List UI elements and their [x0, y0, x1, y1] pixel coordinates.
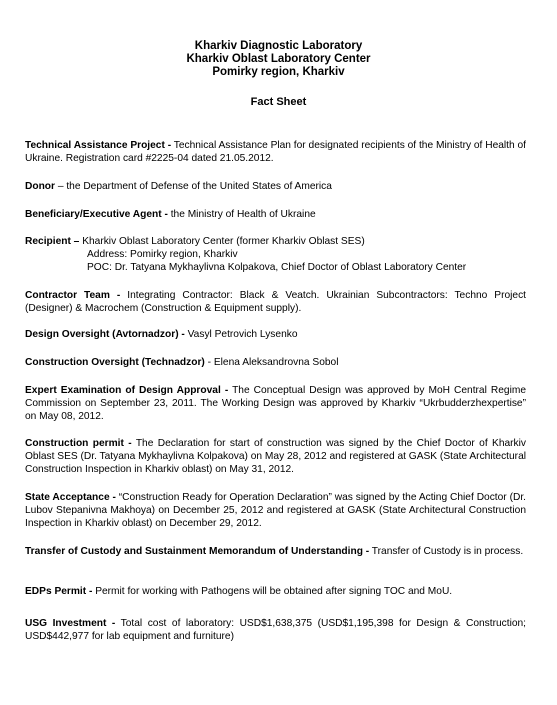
section-label: USG Investment - [25, 618, 116, 629]
section-recipient [25, 235, 526, 274]
section-label: Design Oversight (Avtornadzor) - [25, 329, 185, 340]
section-text: The Declaration for start of construction was signed by the Chief Doctor of Kharkiv Oblast SES (Dr. Tatyana Mykhaylivna Kolpakova) on May 28, 2012 and registered at GASK (State Architectural Construction Inspection in Kharkiv oblast) on May 31, 2012. [25, 438, 526, 476]
section-technical-assistance [25, 139, 526, 165]
section-text: - Elena Aleksandrovna Sobol [204, 357, 339, 368]
section-label: EDPs Permit - [25, 586, 93, 597]
recipient-poc: POC: Dr. Tatyana Mykhaylivna Kolpakova, Chief Doctor of Oblast Laboratory Center [87, 262, 467, 274]
section-label: Recipient – [25, 236, 80, 247]
header-line-3: Pomirky region, Kharkiv [212, 66, 345, 78]
header-line-1: Kharkiv Diagnostic Laboratory [194, 40, 363, 52]
section-label: Contractor Team - [25, 290, 121, 301]
section-text: Permit for working with Pathogens will be obtained after signing TOC and MoU. [92, 586, 453, 597]
section-text: – the Department of Defense of the United States of America [55, 181, 332, 192]
section-expert-examination [25, 384, 526, 423]
section-label: Beneficiary/Executive Agent - [25, 209, 168, 220]
section-text: The Conceptual Design was approved by MoH Central Regime Commission on September 23, 2011. The Working Design was approved by Kharkiv “Ukrbudderzhexpertise” on May 08, 2012. [25, 385, 526, 423]
section-text: “Construction Ready for Operation Declaration” was signed by the Acting Chief Doctor (Dr. Lubov Stepanivna Makhoya) on December 25, 2012 and registered at GASK (State Architectural Construction Inspection in Kharkiv oblast) on December 29, 2012. [25, 492, 526, 530]
section-state-acceptance [25, 491, 526, 530]
section-construction-permit [25, 437, 526, 476]
section-text: Vasyl Petrovich Lysenko [184, 329, 298, 340]
section-label: State Acceptance - [25, 492, 116, 503]
section-text: Integrating Contractor: Black & Veatch. Ukrainian Subcontractors: Techno Project (Designer) & Macrochem (Construction & Equipment supply). [25, 290, 526, 315]
section-donor [25, 180, 526, 193]
recipient-address: Address: Pomirky region, Kharkiv [87, 249, 238, 261]
document-subtitle: Fact Sheet [250, 96, 307, 108]
document-header [0, 40, 557, 79]
section-text: Technical Assistance Plan for designated recipients of the Ministry of Health of Ukraine. Registration card #2225-04 dated 21.05.2012. [25, 140, 526, 165]
section-label: Construction Oversight (Technadzor) [25, 357, 205, 368]
section-contractor [25, 289, 526, 315]
section-transfer-custody [25, 545, 526, 558]
section-text: Total cost of laboratory: USD$1,638,375 (USD$1,195,398 for Design & Construction; USD$442,977 for lab equipment and furniture) [25, 618, 526, 643]
section-edps-permit [25, 585, 526, 598]
section-label: Transfer of Custody and Sustainment Memorandum of Understanding - [25, 546, 370, 557]
section-construction-oversight [25, 356, 526, 369]
section-label: Expert Examination of Design Approval - [25, 385, 229, 396]
section-design-oversight [25, 328, 526, 341]
section-label: Technical Assistance Project - [25, 140, 172, 151]
section-text: Transfer of Custody is in process. [369, 546, 524, 557]
section-label: Donor [25, 181, 55, 192]
section-beneficiary [25, 208, 526, 221]
section-label: Construction permit - [25, 438, 132, 449]
section-text: Kharkiv Oblast Laboratory Center (former Kharkiv Oblast SES) [79, 236, 365, 247]
section-text: the Ministry of Health of Ukraine [167, 209, 316, 220]
section-usg-investment [25, 617, 526, 643]
header-line-2: Kharkiv Oblast Laboratory Center [186, 53, 371, 65]
